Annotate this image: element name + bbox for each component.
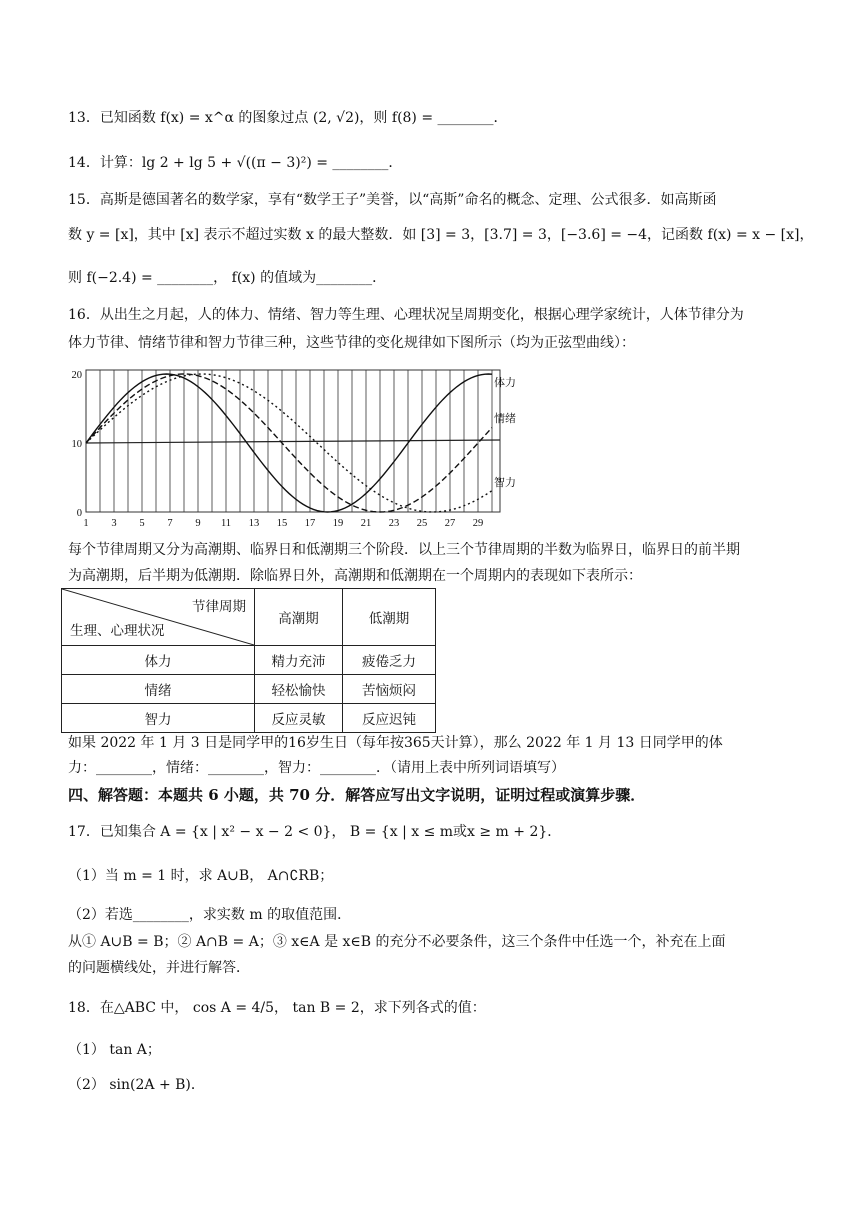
section-4-heading: 四、解答题：本题共 6 小题，共 70 分．解答应写出文字说明，证明过程或演算步骤． <box>68 786 646 804</box>
cell-high: 精力充沛 <box>255 646 343 675</box>
rhythm-table <box>61 588 436 733</box>
question-15-line-1: 15．高斯是德国著名的数学家，享有“数学王子”美誉，以“高斯”命名的概念、定理、公式很多．如高斯函 <box>68 192 717 208</box>
y-tick-label: 0 <box>76 508 82 519</box>
x-tick-label: 9 <box>195 518 201 529</box>
x-tick-label: 21 <box>360 518 372 529</box>
table-corner-cell <box>62 589 255 646</box>
y-tick-label: 20 <box>71 370 82 381</box>
cell-low: 疲倦乏力 <box>343 646 436 675</box>
question-16-line-4: 为高潮期，后半期为低潮期．除临界日外，高潮期和低潮期在一个周期内的表现如下表所示： <box>68 568 642 584</box>
series-label: 体力 <box>494 377 516 389</box>
question-16-line-6: 力：________，情绪：________，智力：________．（请用上表中所列词语填写） <box>68 760 565 776</box>
row-label: 情绪 <box>62 675 255 704</box>
question-17-line-4: 从① A∪B = B；② A∩B = A；③ x∈A 是 x∈B 的充分不必要条件，这三个条件中任选一个，补充在上面 <box>68 934 726 950</box>
midline <box>86 440 500 443</box>
x-tick-label: 29 <box>472 518 484 529</box>
series-label: 情绪 <box>494 413 516 425</box>
x-tick-label: 27 <box>444 518 456 529</box>
y-tick-label: 10 <box>71 439 82 450</box>
table-header-high: 高潮期 <box>255 589 343 646</box>
table-row <box>62 646 436 675</box>
x-tick-label: 19 <box>332 518 344 529</box>
row-label: 体力 <box>62 646 255 675</box>
question-17-line-1: 17．已知集合 A = {x | x² − x − 2 < 0}， B = {x | x ≤ m或x ≥ m + 2}． <box>68 824 562 840</box>
question-16-line-3: 每个节律周期又分为高潮期、临界日和低潮期三个阶段．以上三个节律周期的半数为临界日，临界日的前半期 <box>68 542 740 558</box>
question-16-line-2: 体力节律、情绪节律和智力节律三种，这些节律的变化规律如下图所示（均为正弦型曲线）： <box>68 335 635 351</box>
question-17-line-2: （1）当 m = 1 时，求 A∪B， A∩∁RB； <box>68 868 334 884</box>
x-tick-label: 15 <box>276 518 288 529</box>
question-16-line-1: 16．从出生之月起，人的体力、情绪、智力等生理、心理状况呈周期变化，根据心理学家统计，人体节律分为 <box>68 307 744 323</box>
x-tick-label: 23 <box>388 518 400 529</box>
x-tick-label: 25 <box>416 518 428 529</box>
series-label: 智力 <box>494 477 516 489</box>
row-label: 智力 <box>62 704 255 733</box>
corner-top-label: 节律周期 <box>192 599 246 615</box>
question-17-line-3: （2）若选________，求实数 m 的取值范围． <box>68 907 352 923</box>
x-tick-label: 5 <box>139 518 145 529</box>
x-tick-label: 3 <box>111 518 117 529</box>
table-row <box>62 675 436 704</box>
question-17-line-5: 的问题横线处，并进行解答． <box>68 960 250 976</box>
table-row <box>62 704 436 733</box>
question-18-line-2: （1） tan A； <box>68 1042 161 1058</box>
question-18-line-1: 18．在△ABC 中， cos A = 4/5， tan B = 2，求下列各式的值： <box>68 1000 486 1016</box>
table-header-low: 低潮期 <box>343 589 436 646</box>
x-tick-label: 1 <box>83 518 89 529</box>
cell-low: 苦恼烦闷 <box>343 675 436 704</box>
x-tick-label: 13 <box>248 518 260 529</box>
cell-low: 反应迟钝 <box>343 704 436 733</box>
question-13: 13．已知函数 f(x) = x^α 的图象过点 (2, √2)，则 f(8) = ________． <box>68 110 508 126</box>
cell-high: 轻松愉快 <box>255 675 343 704</box>
question-15-line-3: 则 f(−2.4) = ________， f(x) 的值域为________． <box>68 270 387 286</box>
cell-high: 反应灵敏 <box>255 704 343 733</box>
biorhythm-chart <box>66 360 526 530</box>
x-tick-label: 7 <box>167 518 173 529</box>
x-tick-label: 17 <box>304 518 316 529</box>
corner-bottom-label: 生理、心理状况 <box>70 623 165 639</box>
question-18-line-3: （2） sin(2A + B)． <box>68 1077 205 1093</box>
question-15-line-2: 数 y = [x]，其中 [x] 表示不超过实数 x 的最大整数．如 [3] = 3，[3.7] = 3，[−3.6] = −4，记函数 f(x) = x − [x]， <box>68 227 814 243</box>
question-14: 14．计算：lg 2 + lg 5 + √((π − 3)²) = ________． <box>68 155 403 171</box>
question-16-line-5: 如果 2022 年 1 月 3 日是同学甲的16岁生日（每年按365天计算），那么 2022 年 1 月 13 日同学甲的体 <box>68 735 723 751</box>
x-tick-label: 11 <box>220 518 232 529</box>
